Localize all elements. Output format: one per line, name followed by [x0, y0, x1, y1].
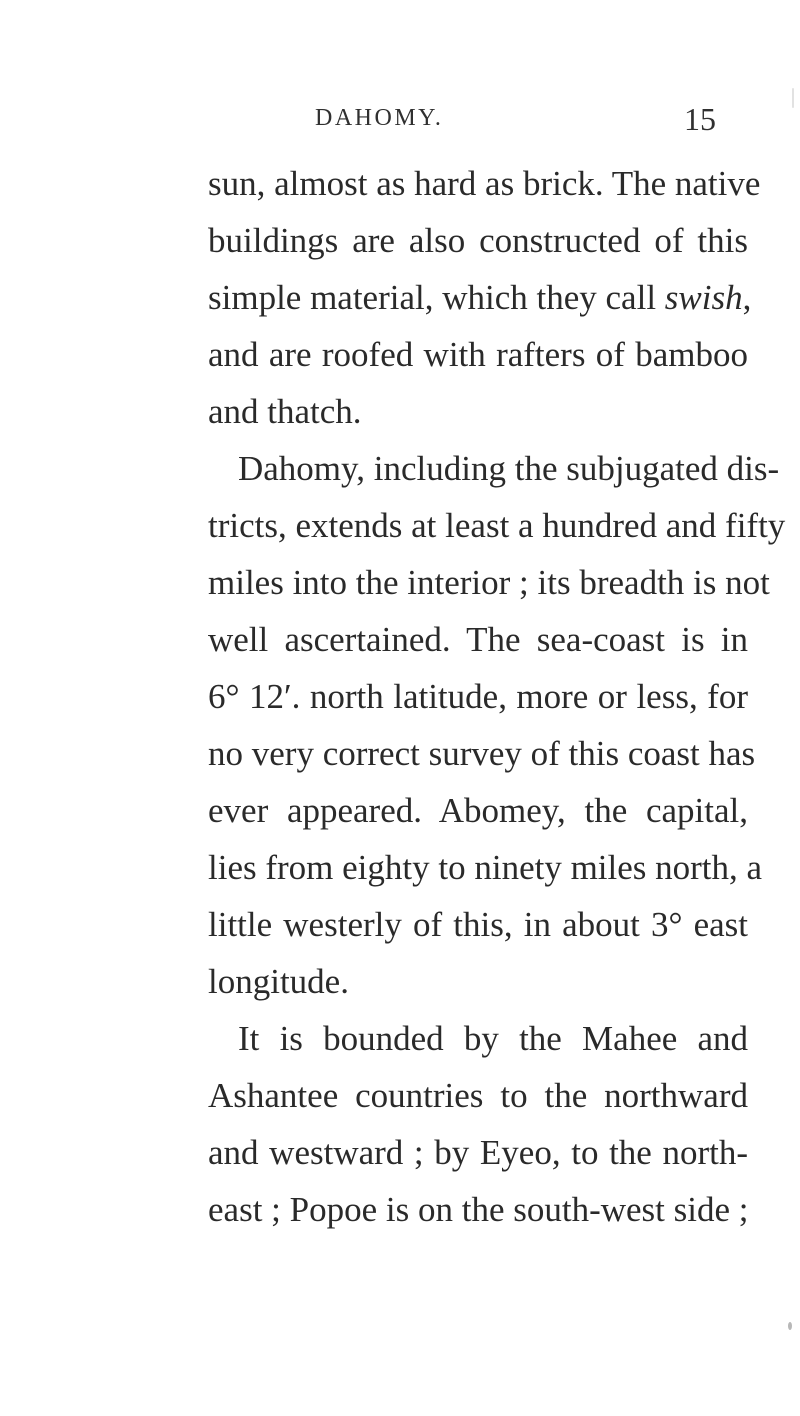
italic-term: swish	[664, 278, 743, 317]
text-line: miles into the interior ; its breadth is not	[208, 563, 770, 602]
paper-speck	[788, 1322, 792, 1330]
text-line: Ashantee countries to the northward	[208, 1076, 748, 1115]
page-number: 15	[684, 101, 716, 137]
text-line: little westerly of this, in about 3° east	[208, 905, 748, 944]
text-line: ever appeared. Abomey, the capital,	[208, 791, 748, 830]
text-line: simple material, which they call swish,	[208, 278, 752, 317]
text-line: Dahomy, including the subjugated dis-	[238, 449, 780, 488]
text-line: 6° 12′. north latitude, more or less, for	[208, 677, 748, 716]
text-line: lies from eighty to ninety miles north, a	[208, 848, 763, 887]
text-line: no very correct survey of this coast has	[208, 734, 756, 773]
text-line: and thatch.	[208, 392, 362, 431]
text-line: east ; Popoe is on the south-west side ;	[208, 1190, 749, 1229]
text-line: and are roofed with rafters of bamboo	[208, 335, 748, 374]
text-line: longitude.	[208, 962, 349, 1001]
text-line: well ascertained. The sea-coast is in	[208, 620, 748, 659]
running-title: DAHOMY.	[315, 105, 444, 131]
text-line: and westward ; by Eyeo, to the north-	[208, 1133, 748, 1172]
text-line: It is bounded by the Mahee and	[238, 1019, 748, 1058]
text-line: tricts, extends at least a hundred and fifty	[208, 506, 786, 545]
paper-edge-mark	[792, 88, 794, 108]
text-line: buildings are also constructed of this	[208, 221, 748, 260]
running-head	[0, 101, 800, 145]
text-line: sun, almost as hard as brick. The native	[208, 164, 761, 203]
